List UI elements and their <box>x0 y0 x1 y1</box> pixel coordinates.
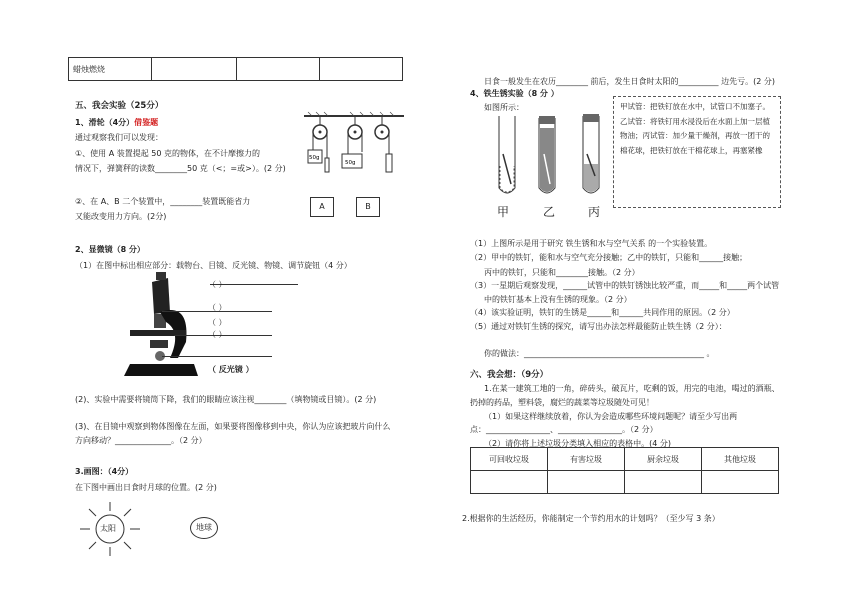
table-cell: 蜡烛燃烧 <box>69 58 152 81</box>
s6-text: 1.在某一建筑工地的一角，碎砖头，破瓦片，吃剩的饭，用完的电池，喝过的酒瓶、 <box>484 384 780 393</box>
waste-table <box>470 447 779 494</box>
s6-text: 点：________________、________________。（2 分） <box>470 425 658 434</box>
q2-text: (3)、在目镜中观察到物体图像在左面，如果要将图像移到中央，你认为应该把玻片向什么 <box>75 422 391 431</box>
micro-label[interactable]: （ ） <box>208 303 227 312</box>
q1-text: 情况下，弹簧秤的读数________50 克（<；=或>）。(2 分) <box>75 164 286 173</box>
table-cell[interactable] <box>548 471 625 494</box>
micro-label[interactable]: （ ） <box>208 330 227 339</box>
q3-title: 3.画图：（4分） <box>75 467 134 476</box>
tube-label-bing: 丙 <box>588 205 601 219</box>
earth-icon <box>190 517 218 539</box>
s6-text: （1）如果这样继续放着，你认为会造成哪些环境问题呢？请至少写出两 <box>484 412 738 421</box>
table-cell[interactable] <box>471 471 548 494</box>
q4-title: 4、铁生锈实验（8 分 ） <box>470 89 559 98</box>
q4-text: （3）一星期后观察发现，______试管中的铁钉锈蚀比较严重，而_____和_____两个试管 <box>470 281 780 290</box>
weight-label: 50g <box>309 155 320 161</box>
table-cell[interactable] <box>320 58 403 81</box>
q2-text: 方向移动？______________。（2 分） <box>75 436 207 445</box>
label-a: A <box>310 197 334 217</box>
tag-badge: 借鉴题 <box>134 118 159 127</box>
section5-title: 五、我会实验（25分） <box>75 101 164 111</box>
earth-label: 地球 <box>196 523 212 532</box>
table-cell[interactable] <box>152 58 237 81</box>
weight-label: 50g <box>345 160 356 166</box>
eclipse-text: 日食一般发生在农历________ 前后，发生日食时太阳的__________ 边先亏。(2 分) <box>484 77 775 86</box>
micro-label[interactable]: （ ） <box>208 318 227 327</box>
table-header: 可回收垃圾 <box>471 448 548 471</box>
q4-text: 如图所示： <box>484 103 524 112</box>
q1-text: ②、在 A、B 二个装置中，________装置既能省力 <box>75 197 251 206</box>
table-cell[interactable] <box>702 471 779 494</box>
table-header: 厨余垃圾 <box>625 448 702 471</box>
top-table <box>68 57 403 81</box>
q1-text: 又能改变用力方向。(2分) <box>75 212 167 221</box>
table-row <box>471 471 779 494</box>
section6-title: 六、我会想：（9分） <box>470 370 549 380</box>
micro-label: （ 反光镜 ） <box>208 365 254 374</box>
table-header: 其他垃圾 <box>702 448 779 471</box>
s6-text: （2）请你将上述垃圾分类填入相应的表格中。(4 分) <box>484 439 671 448</box>
table-row <box>471 448 779 471</box>
sun-label: 太阳 <box>100 524 116 533</box>
q4-text: （2）甲中的铁钉，能和水与空气充分接触；乙中的铁钉，只能和______接触； <box>470 253 748 262</box>
q4-text: 丙中的铁钉，只能和________接触。（2 分） <box>484 268 640 277</box>
s6-question2: 2.根据你的生活经历，你能制定一个节约用水的计划吗？（至少写 3 条） <box>462 514 720 523</box>
test-tubes-diagram <box>495 114 610 204</box>
label-b: B <box>356 197 380 217</box>
q2-title: 2、显微镜（8 分） <box>75 245 145 254</box>
tube-label-jia: 甲 <box>497 205 510 219</box>
micro-label[interactable]: （ ） <box>208 280 227 289</box>
q4-text: （1）上图所示是用于研究 铁生锈和水与空气关系 的一个实验装置。 <box>470 239 713 248</box>
table-cell[interactable] <box>625 471 702 494</box>
q1-text: ①、使用 A 装置提起 50 克的物体，在不计摩擦力的 <box>75 149 260 158</box>
q3-text: 在下图中画出日食时月球的位置。(2 分) <box>75 483 217 492</box>
experiment-description: 甲试管：把铁钉放在水中，试管口不加塞子。乙试管：将铁钉用水浸没后在水面上加一层植物油；丙试管：加少量干燥剂，再放一团干的棉花球，把铁钉放在干棉花球上，再塞紧橡 <box>613 96 781 208</box>
table-header: 有害垃圾 <box>548 448 625 471</box>
q2-text: (2)、实验中需要将镜筒下降，我们的眼睛应该注视________（填物镜或目镜）。(2 分) <box>75 395 377 404</box>
microscope-image <box>100 272 210 382</box>
q1-text: 通过观察我们可以发现： <box>75 133 163 142</box>
q4-text: 中的铁钉基本上没有生锈的现象。（2 分） <box>484 295 632 304</box>
q1-title: 1、滑轮（4分）借鉴题 <box>75 118 159 127</box>
q4-text: （4）该实验证明，铁钉的生锈是______和______共同作用的原因。（2 分） <box>470 308 735 317</box>
q2-text: （1）在图中标出相应部分：载物台、目镜、反光镜、物镜、调节旋钮（4 分） <box>75 261 352 270</box>
table-cell[interactable] <box>237 58 320 81</box>
tube-label-yi: 乙 <box>543 205 556 219</box>
q4-answer-line[interactable]: 你的做法：_____________________________________________ 。 <box>484 349 715 358</box>
s6-text: 扔掉的药品，塑料袋，腐烂的蔬菜等垃圾随处可见！ <box>470 398 654 407</box>
q4-text: （5）通过对铁钉生锈的探究，请写出办法怎样最能防止铁生锈（2 分）： <box>470 322 727 331</box>
